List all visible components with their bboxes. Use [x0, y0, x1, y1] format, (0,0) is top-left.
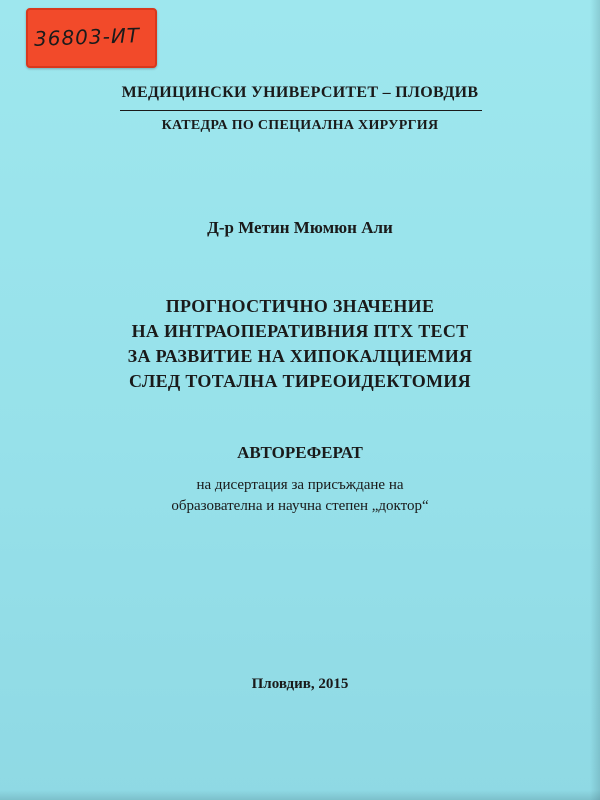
library-sticker: [26, 8, 157, 68]
title-line: ЗА РАЗВИТИЕ НА ХИПОКАЛЦИЕМИЯ: [127, 346, 473, 366]
document-type: АВТОРЕФЕРАТ: [237, 443, 363, 462]
title-line: ПРОГНОСТИЧНО ЗНАЧЕНИЕ: [165, 296, 435, 316]
title-line: СЛЕД ТОТАЛНА ТИРЕОИДЕКТОМИЯ: [129, 371, 471, 391]
description-line: на дисертация за присъждане на: [196, 477, 404, 493]
university-name: МЕДИЦИНСКИ УНИВЕРСИТЕТ – ПЛОВДИВ: [121, 84, 479, 101]
author-name: Д-р Метин Мюмюн Али: [207, 218, 393, 237]
title-line: НА ИНТРАОПЕРАТИВНИЯ ПТХ ТЕСТ: [131, 321, 469, 341]
department-name: КАТЕДРА ПО СПЕЦИАЛНА ХИРУРГИЯ: [161, 118, 439, 133]
cover-edge-shadow-bottom: [0, 790, 600, 800]
place-and-year: Пловдив, 2015: [251, 676, 349, 692]
sticker-number: 36803-ИТ: [33, 23, 141, 51]
header-divider: [120, 110, 482, 111]
description-line: образователна и научна степен „доктор“: [171, 498, 429, 514]
